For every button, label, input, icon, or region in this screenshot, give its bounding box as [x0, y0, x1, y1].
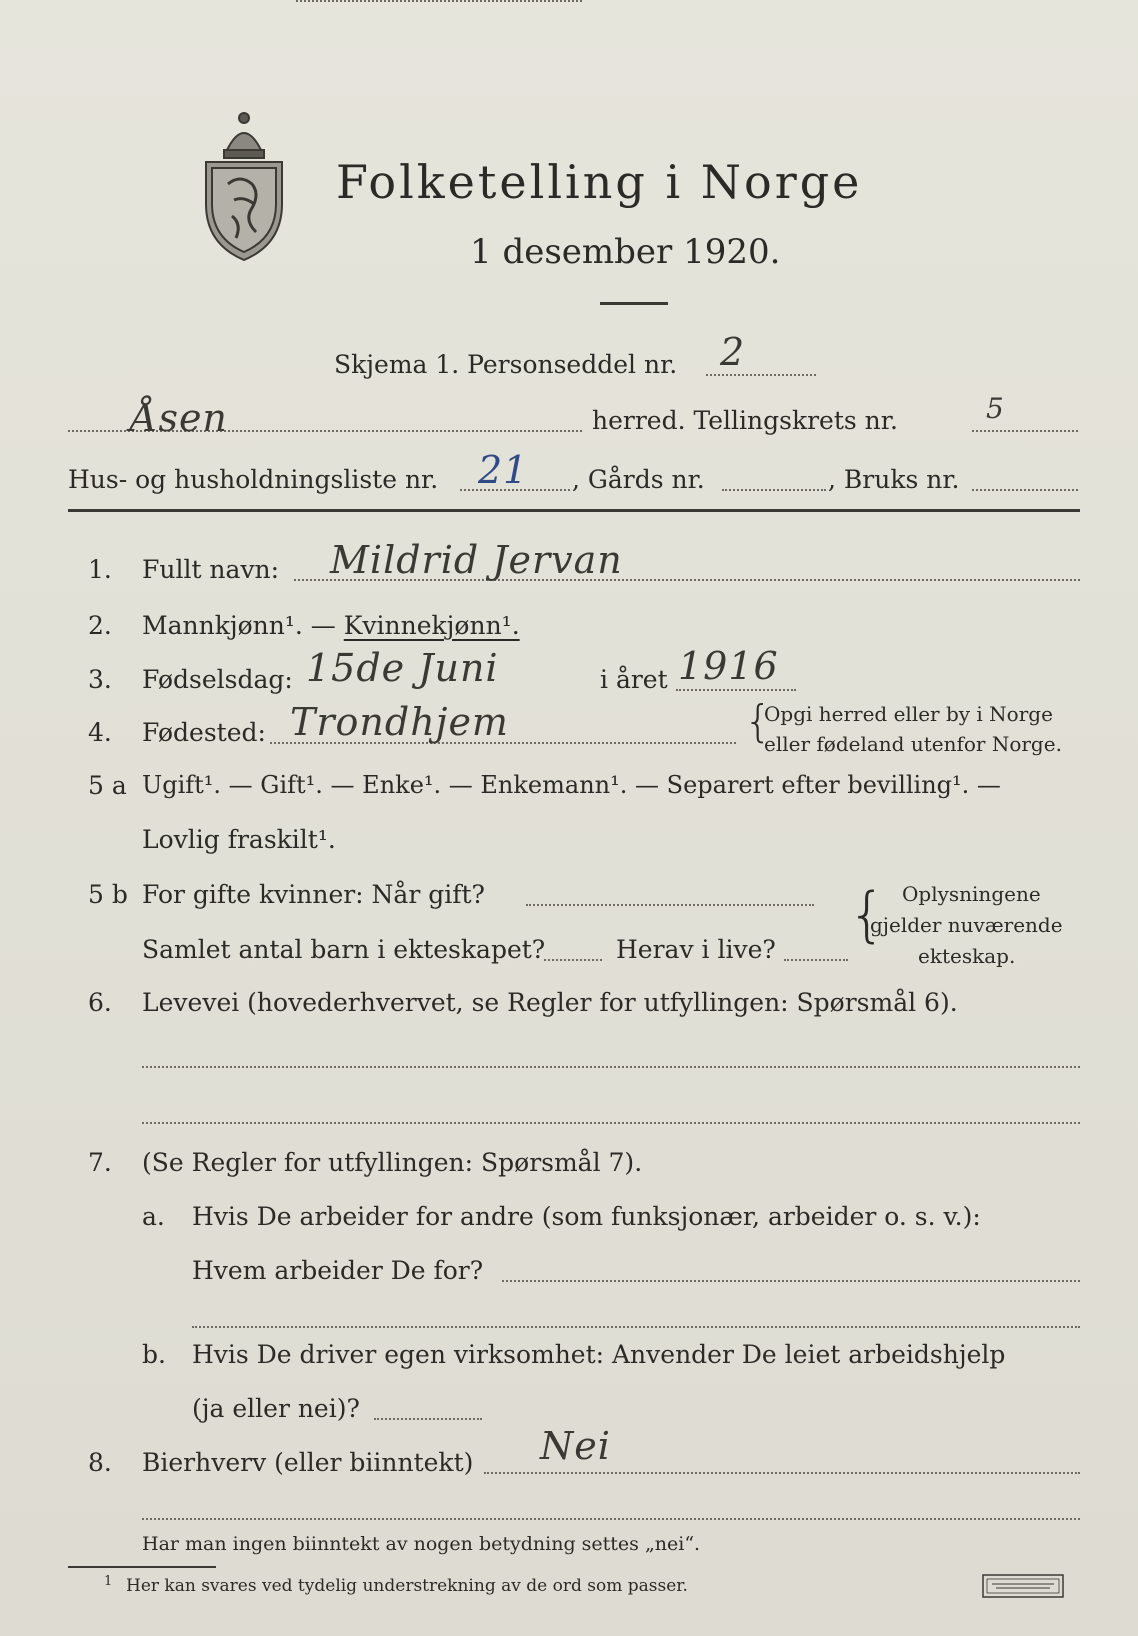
- q7a-label: Hvis De arbeider for andre (som funksjonær, arbeider o. s. v.):: [192, 1202, 981, 1231]
- q3-year-field-line: [676, 689, 796, 691]
- q7b-label: Hvis De driver egen virksomhet: Anvender De leiet arbeidshjelp: [192, 1340, 1006, 1369]
- q7b-number: b.: [142, 1340, 166, 1369]
- q7a-label-line-2: Hvem arbeider De for?: [192, 1256, 484, 1285]
- bruks-label: , Bruks nr.: [828, 465, 960, 494]
- q3-day-field-line: [296, 0, 582, 2]
- tellingskrets-value[interactable]: 5: [986, 392, 1005, 425]
- q3-number: 3.: [88, 665, 112, 694]
- q3-year-value[interactable]: 1916: [678, 644, 779, 688]
- q5b-alive-field-line: [784, 959, 848, 961]
- footnote-number: 1: [104, 1574, 113, 1589]
- q2-option-male[interactable]: Mannkjønn¹. —: [142, 611, 344, 640]
- q6-field-line-2: [142, 1122, 1080, 1124]
- q4-label: Fødested:: [142, 718, 266, 747]
- q7a-field-line-2: [192, 1326, 1080, 1328]
- nei-note: Har man ingen biinntekt av nogen betydning settes „nei“.: [142, 1533, 701, 1555]
- q5b-note-brace: {: [848, 880, 887, 950]
- q2-label: [142, 611, 520, 640]
- hus-label: Hus- og husholdningsliste nr.: [68, 465, 439, 494]
- header-divider: [68, 509, 1080, 512]
- q3-label: Fødselsdag:: [142, 665, 293, 694]
- personseddel-field-line: [706, 374, 816, 376]
- q7-label: (Se Regler for utfyllingen: Spørsmål 7).: [142, 1148, 643, 1177]
- title-divider: [600, 302, 668, 305]
- q7a-field-line: [502, 1280, 1080, 1282]
- q7a-number: a.: [142, 1202, 165, 1231]
- q4-value-birthplace[interactable]: Trondhjem: [290, 700, 509, 744]
- q6-field-line-1: [142, 1066, 1080, 1068]
- q5b-note-line-3: ekteskap.: [918, 944, 1016, 968]
- q6-number: 6.: [88, 988, 112, 1017]
- q4-number: 4.: [88, 718, 112, 747]
- printer-stamp-icon: [982, 1574, 1064, 1598]
- tellingskrets-field-line: [972, 430, 1078, 432]
- q5b-alive-label: Herav i live?: [616, 935, 776, 964]
- herred-value[interactable]: Åsen: [130, 396, 228, 440]
- q4-note-brace: {: [744, 696, 772, 747]
- skjema-label: Skjema 1. Personseddel nr.: [334, 350, 678, 379]
- q1-label: Fullt navn:: [142, 555, 280, 584]
- q5a-number: 5 a: [88, 771, 127, 800]
- hus-value[interactable]: 21: [478, 448, 529, 492]
- q5b-number: 5 b: [88, 880, 128, 909]
- q5b-note-line-1: Oplysningene: [902, 882, 1041, 906]
- q4-note-line-2: eller fødeland utenfor Norge.: [764, 732, 1062, 756]
- form-title: Folketelling i Norge: [336, 155, 863, 209]
- gards-label: , Gårds nr.: [572, 465, 705, 494]
- bruks-field-line: [972, 489, 1078, 491]
- gards-field-line: [722, 489, 826, 491]
- q1-number: 1.: [88, 555, 112, 584]
- q5b-children-field-line: [544, 959, 602, 961]
- q5b-when-field-line: [526, 904, 814, 906]
- footnote-text: Her kan svares ved tydelig understrekning av de ord som passer.: [126, 1576, 688, 1596]
- q2-number: 2.: [88, 611, 112, 640]
- q3-year-label: i året: [600, 665, 668, 694]
- q8-label: Bierhverv (eller biinntekt): [142, 1448, 474, 1477]
- personseddel-value[interactable]: 2: [720, 330, 746, 374]
- q8-field-line: [484, 1472, 1080, 1474]
- herred-label: herred. Tellingskrets nr.: [592, 406, 898, 435]
- q1-value-full-name[interactable]: Mildrid Jervan: [330, 538, 623, 582]
- q2-option-female-underlined[interactable]: Kvinnekjønn¹.: [343, 611, 520, 640]
- q7b-label-line-2: (ja eller nei)?: [192, 1394, 360, 1423]
- q7-number: 7.: [88, 1148, 112, 1177]
- census-date: 1 desember 1920.: [470, 232, 781, 272]
- q5b-label: For gifte kvinner: Når gift?: [142, 880, 485, 909]
- q6-label: Levevei (hovederhvervet, se Regler for utfyllingen: Spørsmål 6).: [142, 988, 958, 1017]
- q8-number: 8.: [88, 1448, 112, 1477]
- q5b-children-label: Samlet antal barn i ekteskapet?: [142, 935, 546, 964]
- q3-day-value[interactable]: 15de Juni: [306, 646, 499, 690]
- q4-note-line-1: Opgi herred eller by i Norge: [764, 702, 1053, 726]
- q8-field-line-2: [142, 1518, 1080, 1520]
- q5a-label: Ugift¹. — Gift¹. — Enke¹. — Enkemann¹. — Separert efter bevilling¹. —: [142, 771, 1001, 799]
- q5a-label-line-2: Lovlig fraskilt¹.: [142, 825, 336, 854]
- q8-value[interactable]: Nei: [540, 1424, 611, 1468]
- q7b-field-line: [374, 1418, 482, 1420]
- footnote-divider: [68, 1566, 216, 1568]
- q5b-note-line-2: gjelder nuværende: [870, 913, 1063, 937]
- coat-of-arms-icon: [196, 104, 292, 264]
